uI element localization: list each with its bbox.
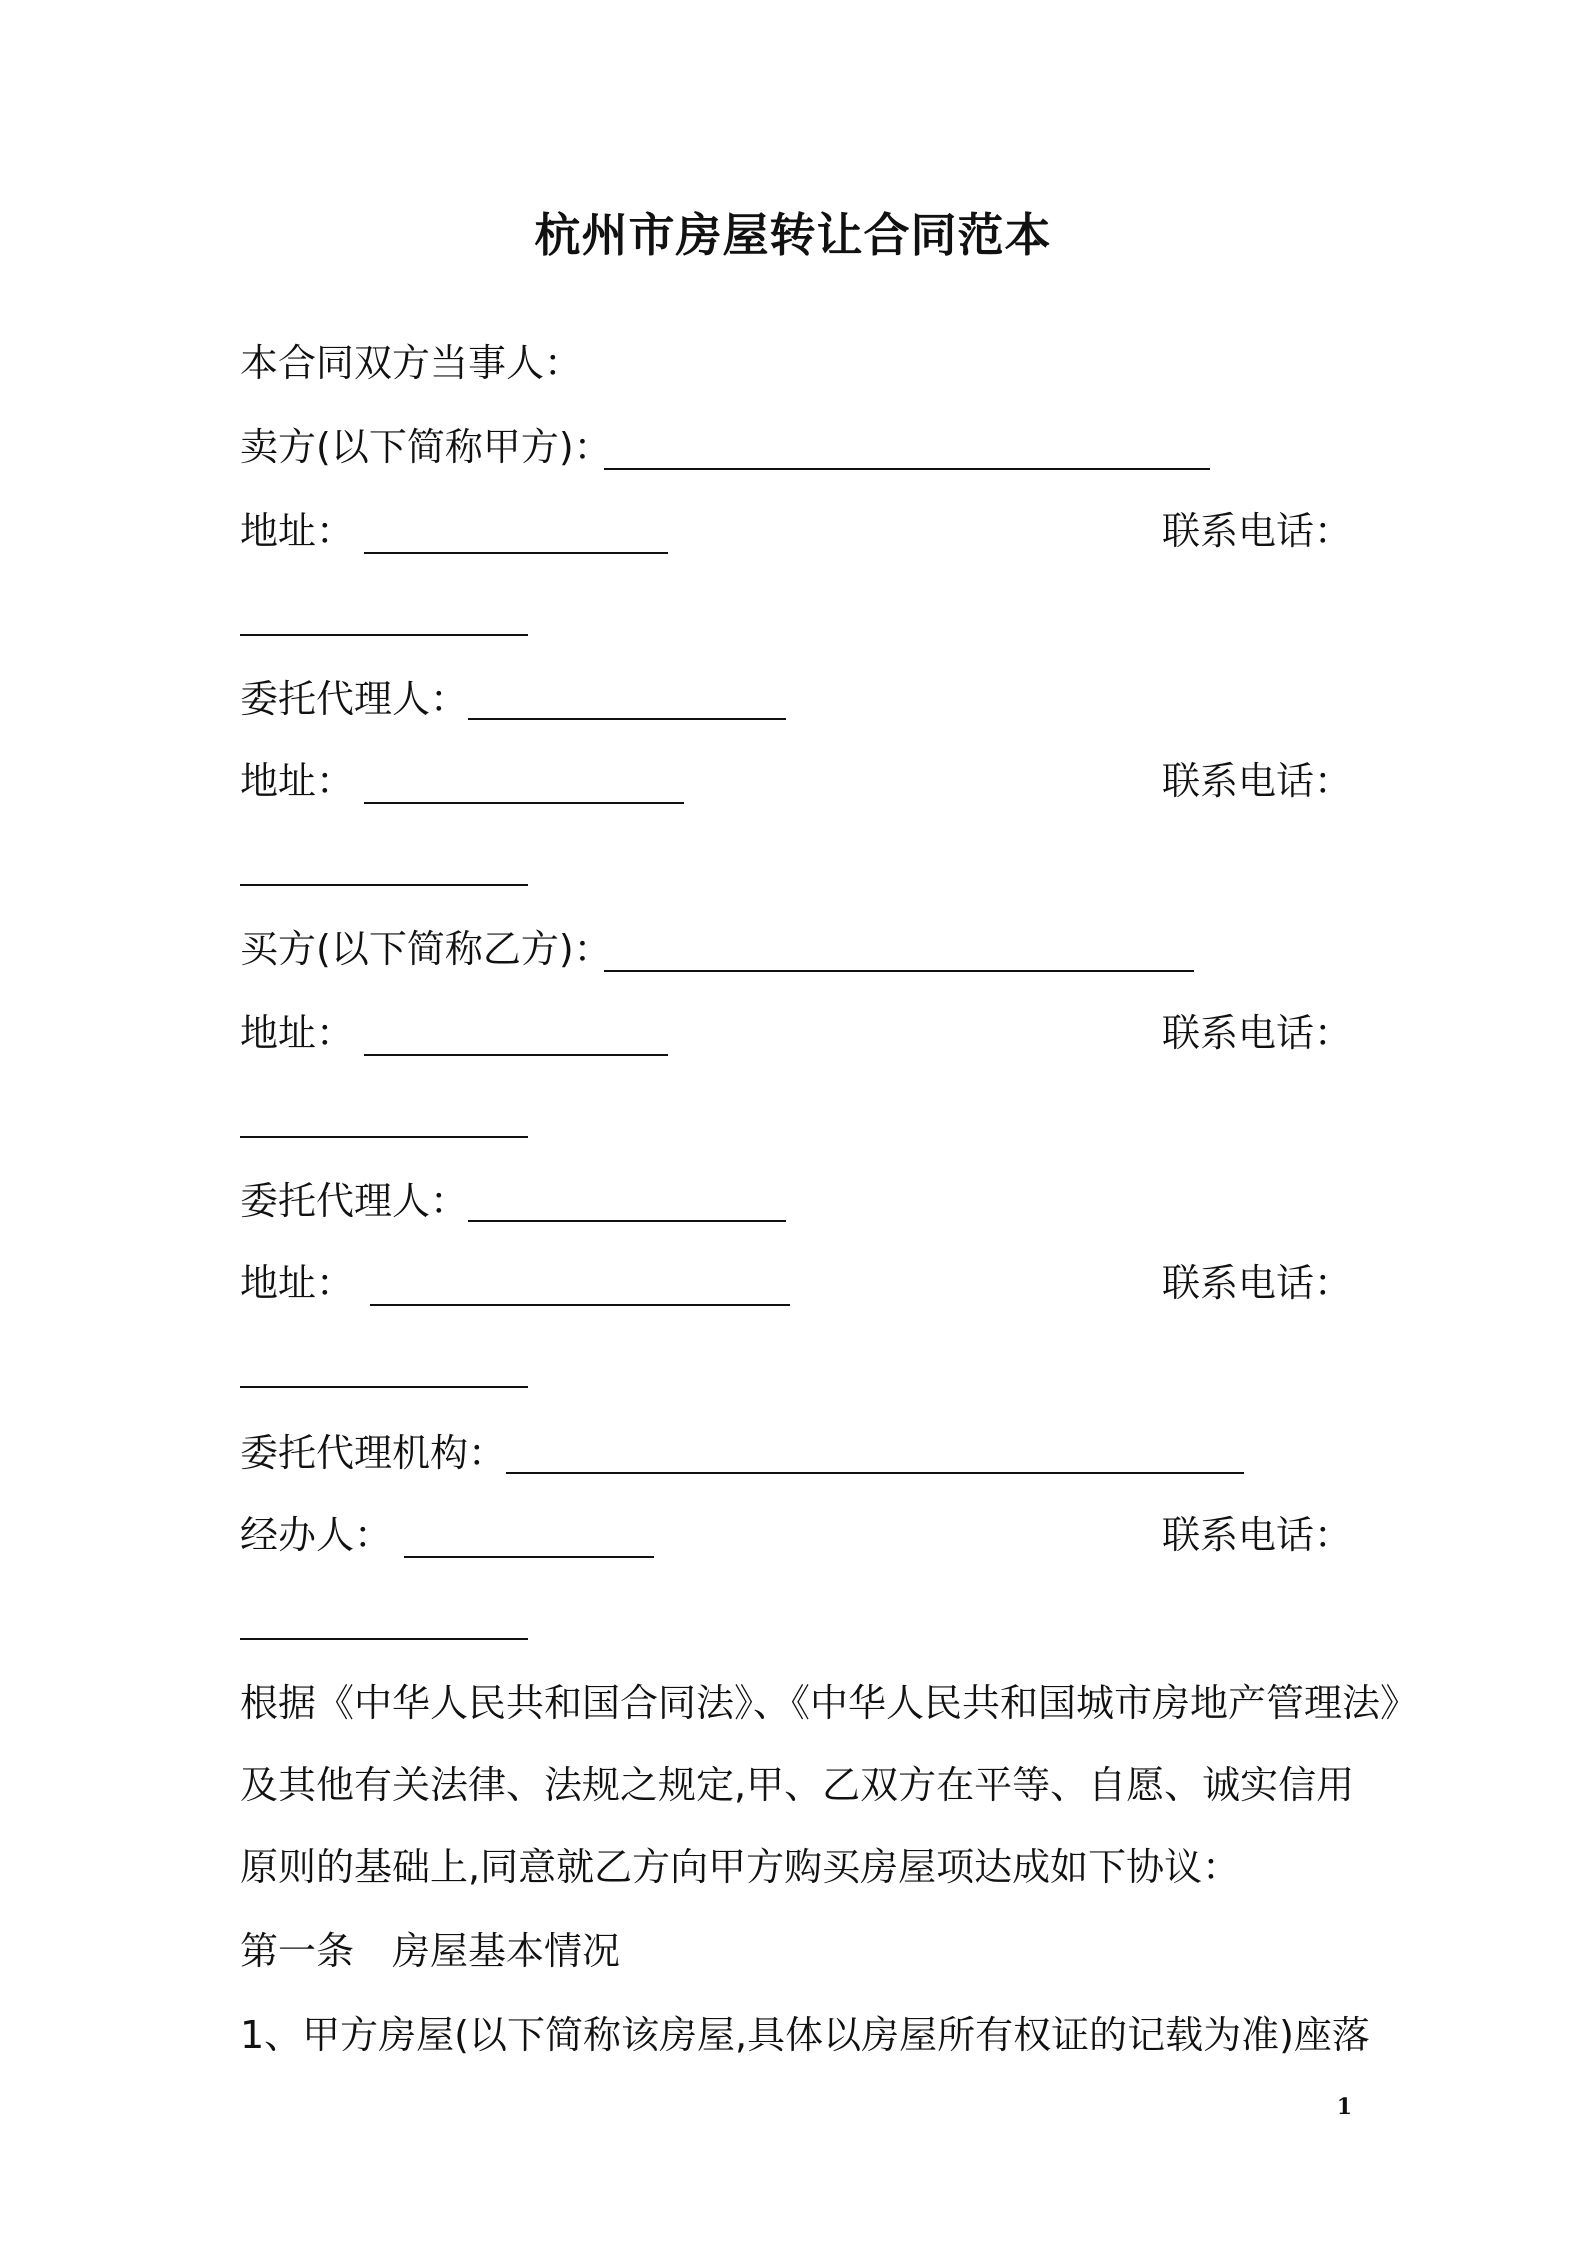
buyer-phone-label: 联系电话：	[1161, 1011, 1352, 1055]
seller-agent-address-blank[interactable]	[364, 802, 684, 804]
buyer-agent-phone-blank[interactable]	[240, 1386, 528, 1388]
buyer-agent-blank[interactable]	[468, 1220, 786, 1222]
article-1-item-1: 1、甲方房屋(以下简称该房屋,具体以房屋所有权证的记载为准)座落	[240, 2013, 1370, 2057]
seller-address-label: 地址：	[240, 509, 355, 553]
agency-phone-blank[interactable]	[240, 1638, 528, 1640]
parties-heading: 本合同双方当事人：	[240, 341, 583, 385]
body-line-2: 及其他有关法律、法规之规定,甲、乙双方在平等、自愿、诚实信用	[240, 1763, 1355, 1807]
seller-agent-phone-label: 联系电话：	[1161, 759, 1352, 803]
buyer-phone-blank[interactable]	[240, 1136, 528, 1138]
seller-party-label: 卖方(以下简称甲方)：	[240, 425, 612, 469]
agency-blank[interactable]	[506, 1472, 1244, 1474]
body-line-1: 根据《中华人民共和国合同法》、《中华人民共和国城市房地产管理法》	[240, 1681, 1419, 1725]
seller-phone-label: 联系电话：	[1161, 509, 1352, 553]
buyer-agent-address-label: 地址：	[240, 1261, 355, 1305]
buyer-party-label: 买方(以下简称乙方)：	[240, 927, 612, 971]
seller-agent-address-label: 地址：	[240, 759, 355, 803]
seller-agent-phone-blank[interactable]	[240, 884, 528, 886]
buyer-agent-phone-label: 联系电话：	[1161, 1261, 1352, 1305]
article-1-heading: 第一条 房屋基本情况	[240, 1929, 621, 1973]
seller-phone-blank[interactable]	[240, 634, 528, 636]
handler-label: 经办人：	[240, 1513, 393, 1557]
page-number: 1	[1336, 2094, 1352, 2120]
seller-agent-label: 委托代理人：	[240, 677, 469, 721]
seller-address-blank[interactable]	[364, 552, 668, 554]
seller-name-blank[interactable]	[604, 468, 1210, 470]
buyer-agent-address-blank[interactable]	[370, 1304, 790, 1306]
agency-phone-label: 联系电话：	[1161, 1513, 1352, 1557]
document-title: 杭州市房屋转让合同范本	[534, 208, 1052, 262]
agency-label: 委托代理机构：	[240, 1431, 507, 1475]
buyer-address-label: 地址：	[240, 1011, 355, 1055]
buyer-name-blank[interactable]	[604, 970, 1194, 972]
body-line-3: 原则的基础上,同意就乙方向甲方购买房屋项达成如下协议：	[240, 1845, 1241, 1889]
buyer-address-blank[interactable]	[364, 1054, 668, 1056]
seller-agent-blank[interactable]	[468, 718, 786, 720]
handler-blank[interactable]	[404, 1556, 654, 1558]
buyer-agent-label: 委托代理人：	[240, 1179, 469, 1223]
